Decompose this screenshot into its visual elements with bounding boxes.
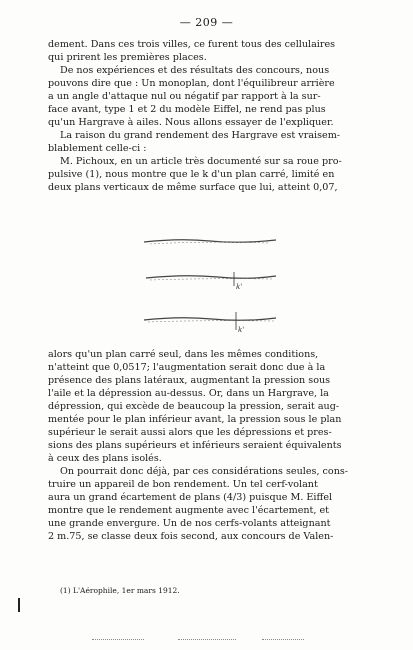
text-line: On pourrait donc déjà, par ces considérations seules, cons- bbox=[60, 466, 349, 477]
page-number: — 209 — bbox=[179, 16, 234, 29]
text-line: truire un appareil de bon rendement. Un tel cerf-volant bbox=[48, 479, 318, 490]
plane-line-middle bbox=[146, 272, 276, 291]
text-line: De nos expériences et des résultats des concours, nous bbox=[60, 65, 330, 76]
text-line: qui prirent les premières places. bbox=[48, 52, 207, 63]
margin-mark bbox=[18, 598, 20, 612]
scan-dots bbox=[92, 639, 144, 641]
text-line: M. Pichoux, en un article très documenté sur sa roue pro- bbox=[60, 156, 342, 167]
text-line: montre que le rendement augmente avec l'écartement, et bbox=[48, 505, 330, 516]
text-line: l'aile et la dépression au-dessus. Or, dans un Hargrave, la bbox=[48, 388, 329, 399]
scan-dots bbox=[262, 639, 304, 641]
text-line: sions des plans supérieurs et inférieurs seraient équivalents bbox=[48, 440, 342, 451]
text-line: n'atteint que 0,0517; l'augmentation serait donc due à la bbox=[48, 362, 326, 373]
text-line: alors qu'un plan carré seul, dans les mêmes conditions, bbox=[48, 349, 319, 360]
plane-line-bottom bbox=[144, 312, 276, 334]
figure-label-mid: k' bbox=[236, 283, 243, 291]
text-block-bottom bbox=[48, 348, 373, 543]
text-line: deux plans verticaux de même surface que lui, atteint 0,07, bbox=[48, 182, 338, 193]
text-line: blablement celle-ci : bbox=[48, 143, 147, 154]
text-line: pouvons dire que : Un monoplan, dont l'équilibreur arrière bbox=[48, 78, 335, 89]
text-line: mentée pour le plan inférieur avant, la pression sous le plan bbox=[48, 414, 342, 425]
plane-line-top bbox=[144, 240, 276, 244]
text-line: à ceux des plans isolés. bbox=[48, 453, 162, 464]
text-line: a un angle d'attaque nul ou négatif par rapport à la sur- bbox=[48, 91, 321, 102]
text-line: supérieur le serait aussi alors que les dépressions et pres- bbox=[48, 427, 332, 438]
text-line: 2 m.75, se classe deux fois second, aux concours de Valen- bbox=[48, 531, 334, 542]
text-line: dement. Dans ces trois villes, ce furent tous des cellulaires bbox=[48, 39, 336, 50]
text-line: dépression, qui excède de beaucoup la pression, serait aug- bbox=[48, 401, 340, 412]
text-line: une grande envergure. Un de nos cerfs-volants atteignant bbox=[48, 518, 331, 529]
text-line: aura un grand écartement de plans (4/3) puisque M. Eiffel bbox=[48, 492, 333, 503]
text-block-top bbox=[48, 38, 373, 194]
text-line: La raison du grand rendement des Hargrave est vraisem- bbox=[60, 130, 341, 141]
text-line: présence des plans latéraux, augmentant la pression sous bbox=[48, 375, 331, 386]
plane-diagram bbox=[140, 228, 280, 338]
footnote: (1) L'Aérophile, 1er mars 1912. bbox=[60, 586, 180, 595]
text-line: pulsive (1), nous montre que le k d'un plan carré, limité en bbox=[48, 169, 335, 180]
figure-label-low: k' bbox=[238, 326, 245, 334]
scan-dots bbox=[178, 639, 236, 641]
text-line: qu'un Hargrave à ailes. Nous allons essayer de l'expliquer. bbox=[48, 117, 334, 128]
text-line: face avant, type 1 et 2 du modèle Eiffel, ne rend pas plus bbox=[48, 104, 326, 115]
